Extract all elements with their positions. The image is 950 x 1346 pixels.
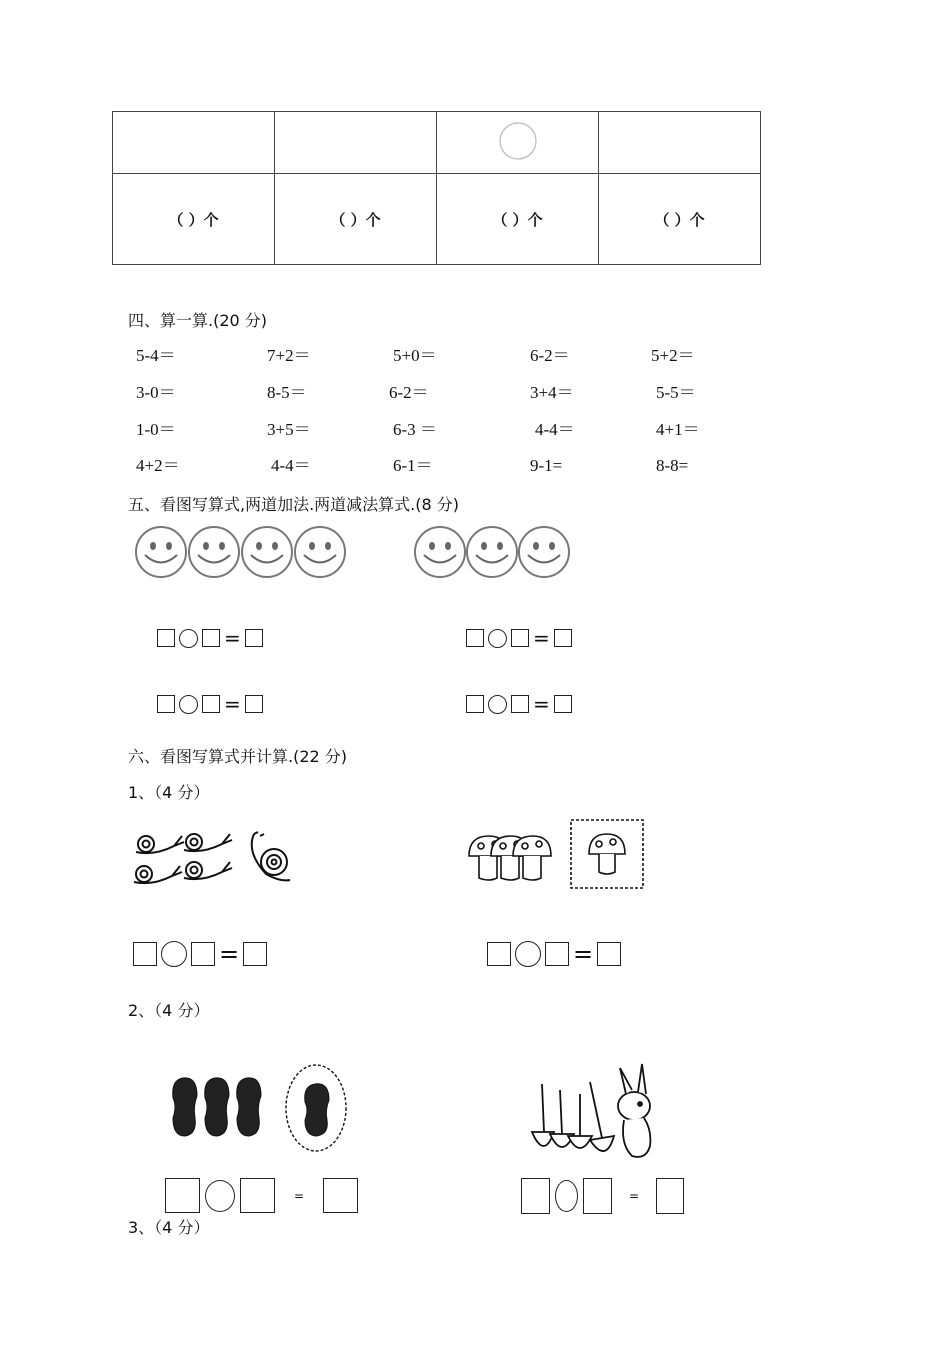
arithmetic-problem[interactable]: 5+2＝ xyxy=(651,346,695,365)
arithmetic-problem[interactable]: 5-5＝ xyxy=(656,383,696,402)
answer-box[interactable] xyxy=(583,1178,612,1214)
smiley-face-icon xyxy=(242,527,292,577)
arithmetic-problem[interactable]: 3-0＝ xyxy=(136,383,176,402)
arithmetic-problem[interactable]: 6-2＝ xyxy=(389,383,429,402)
operator-circle[interactable] xyxy=(161,941,187,967)
circle-shape-icon xyxy=(498,119,538,163)
arithmetic-problem[interactable]: 6-3 ＝ xyxy=(393,420,437,439)
equation-snails[interactable] xyxy=(133,940,267,968)
shovels-and-rabbit-illustration xyxy=(528,1060,664,1172)
answer-box[interactable] xyxy=(597,942,621,966)
count-answer-cell[interactable]: （ ）个 xyxy=(437,174,599,265)
equals-sign: = xyxy=(224,692,241,716)
arithmetic-problem[interactable]: 4-4＝ xyxy=(535,420,575,439)
answer-box[interactable] xyxy=(466,629,484,647)
operator-circle[interactable] xyxy=(488,695,507,714)
smiley-face-icon xyxy=(136,527,186,577)
answer-box[interactable] xyxy=(554,695,572,713)
smiley-face-icon xyxy=(519,527,569,577)
count-answer-cell[interactable]: （ ）个 xyxy=(599,174,761,265)
answer-box[interactable] xyxy=(157,629,175,647)
answer-box[interactable] xyxy=(511,629,529,647)
answer-box[interactable] xyxy=(133,942,157,966)
equals-sign: = xyxy=(219,940,240,968)
arithmetic-problem[interactable]: 1-0＝ xyxy=(136,420,176,439)
operator-circle[interactable] xyxy=(205,1180,235,1212)
answer-box[interactable] xyxy=(323,1178,358,1213)
question-3-label: 3、（4 分） xyxy=(128,1218,210,1237)
section5-title: 五、看图写算式,两道加法.两道减法算式.(8 分) xyxy=(128,495,460,514)
answer-box[interactable] xyxy=(545,942,569,966)
equals-sign: = xyxy=(629,1189,640,1203)
equals-sign: = xyxy=(533,626,550,650)
arithmetic-problem[interactable]: 5-4＝ xyxy=(136,346,176,365)
box-equation[interactable] xyxy=(157,626,263,650)
answer-box[interactable] xyxy=(202,629,220,647)
answer-box[interactable] xyxy=(191,942,215,966)
arithmetic-problem[interactable]: 6-2＝ xyxy=(530,346,570,365)
answer-box[interactable] xyxy=(165,1178,200,1213)
picture-cell xyxy=(275,112,437,174)
smiley-faces-illustration xyxy=(130,522,590,582)
answer-box[interactable] xyxy=(656,1178,684,1214)
operator-circle[interactable] xyxy=(179,629,198,648)
arithmetic-problem[interactable]: 4+2＝ xyxy=(136,456,180,475)
equation-shovels[interactable] xyxy=(521,1178,684,1214)
answer-box[interactable] xyxy=(202,695,220,713)
equation-peanuts[interactable] xyxy=(165,1178,358,1213)
answer-box[interactable] xyxy=(521,1178,550,1214)
smiley-face-icon xyxy=(467,527,517,577)
answer-box[interactable] xyxy=(245,629,263,647)
answer-box[interactable] xyxy=(157,695,175,713)
picture-cell xyxy=(599,112,761,174)
picture-cell xyxy=(437,112,599,174)
answer-box[interactable] xyxy=(245,695,263,713)
section4-title: 四、算一算.(20 分) xyxy=(128,311,268,330)
answer-box[interactable] xyxy=(466,695,484,713)
box-equation[interactable] xyxy=(466,692,572,716)
answer-box[interactable] xyxy=(511,695,529,713)
equals-sign: = xyxy=(294,1188,305,1203)
answer-box[interactable] xyxy=(554,629,572,647)
arithmetic-problem[interactable]: 4+1＝ xyxy=(656,420,700,439)
box-equation[interactable] xyxy=(157,692,263,716)
arithmetic-problem[interactable]: 5+0＝ xyxy=(393,346,437,365)
arithmetic-problem[interactable]: 9-1= xyxy=(530,456,563,475)
arithmetic-problem[interactable]: 3+5＝ xyxy=(267,420,311,439)
answer-box[interactable] xyxy=(243,942,267,966)
mushrooms-illustration xyxy=(465,818,650,892)
arithmetic-problem[interactable]: 3+4＝ xyxy=(530,383,574,402)
picture-cell xyxy=(113,112,275,174)
question-1-label: 1、（4 分） xyxy=(128,783,210,802)
arithmetic-problem[interactable]: 7+2＝ xyxy=(267,346,311,365)
smiley-face-icon xyxy=(189,527,239,577)
peanuts-illustration xyxy=(165,1062,351,1154)
arithmetic-problem[interactable]: 8-8= xyxy=(656,456,689,475)
answer-box[interactable] xyxy=(487,942,511,966)
equals-sign: = xyxy=(224,626,241,650)
answer-box[interactable] xyxy=(240,1178,275,1213)
operator-circle[interactable] xyxy=(179,695,198,714)
counting-table xyxy=(112,111,761,265)
equals-sign: = xyxy=(533,692,550,716)
equals-sign: = xyxy=(573,940,594,968)
count-answer-cell[interactable]: （ ）个 xyxy=(113,174,275,265)
section6-title: 六、看图写算式并计算.(22 分) xyxy=(128,747,348,766)
question-2-label: 2、（4 分） xyxy=(128,1001,210,1020)
equation-mushrooms[interactable] xyxy=(487,940,621,968)
count-answer-cell[interactable]: （ ）个 xyxy=(275,174,437,265)
snails-illustration xyxy=(130,826,300,892)
arithmetic-problem[interactable]: 8-5＝ xyxy=(267,383,307,402)
box-equation[interactable] xyxy=(466,626,572,650)
operator-circle[interactable] xyxy=(488,629,507,648)
smiley-face-icon xyxy=(415,527,465,577)
operator-circle[interactable] xyxy=(555,1180,578,1212)
arithmetic-problem[interactable]: 4-4＝ xyxy=(271,456,311,475)
arithmetic-problem[interactable]: 6-1＝ xyxy=(393,456,433,475)
operator-circle[interactable] xyxy=(515,941,541,967)
smiley-face-icon xyxy=(295,527,345,577)
